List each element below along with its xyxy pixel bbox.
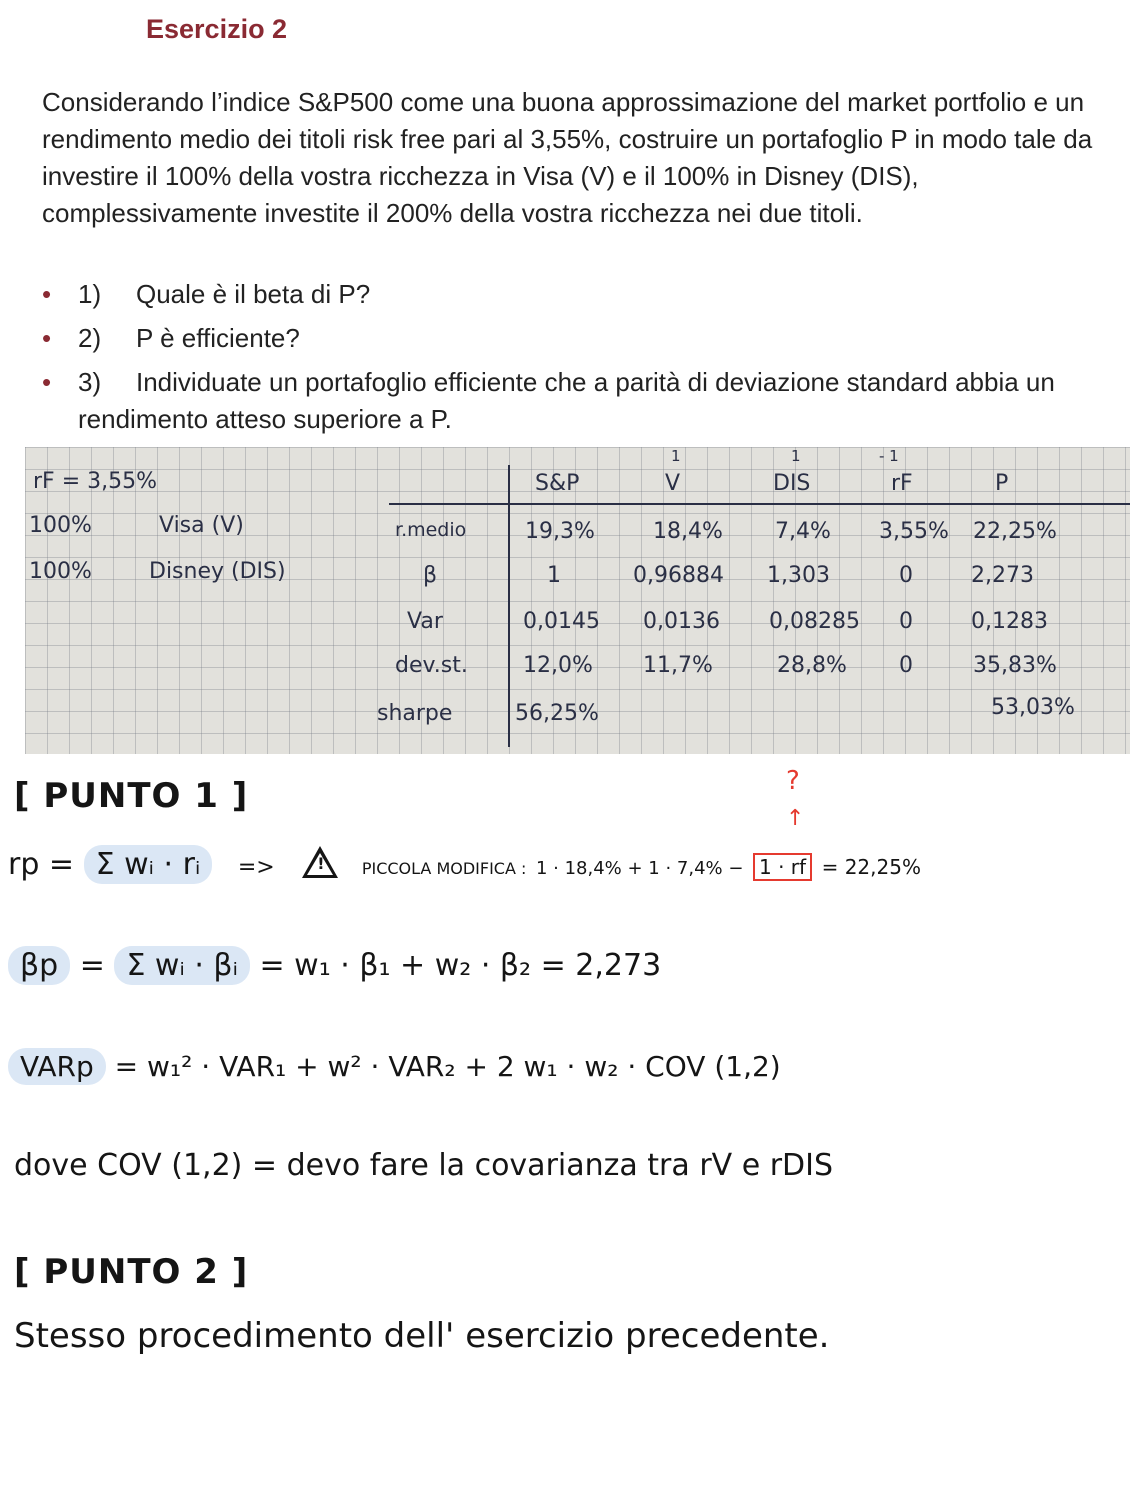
cell: 1,303	[767, 563, 830, 588]
cell: 0,08285	[769, 609, 860, 634]
question-item	[42, 320, 1132, 357]
cell: 19,3%	[525, 519, 595, 544]
cell: 0,96884	[633, 563, 724, 588]
disney-note: Disney (DIS)	[149, 559, 286, 584]
cell: 22,25%	[973, 519, 1057, 544]
question-text: Individuate un portafoglio efficiente che a parità di deviazione standard abbia un rendimento atteso superiore a P.	[78, 367, 1055, 434]
beta-sum: Σ wᵢ · βᵢ	[114, 946, 250, 985]
cell: 18,4%	[653, 519, 723, 544]
arrow-up-icon: ↑	[786, 806, 805, 831]
modifica-result: = 22,25%	[821, 855, 921, 879]
modifica-label: PICCOLA MODIFICA :	[361, 859, 527, 878]
rp-label: rp =	[8, 847, 75, 882]
question-number: 1)	[78, 279, 102, 309]
section-heading-punto-1: [ PUNTO 1 ]	[14, 776, 249, 816]
question-number: 2)	[78, 323, 102, 353]
cell: 3,55%	[879, 519, 949, 544]
cell: 56,25%	[515, 701, 599, 726]
question-number: 3)	[78, 367, 102, 397]
weight-dis: 1	[791, 447, 801, 465]
cell: 0,0136	[643, 609, 720, 634]
visa-weight-note: 100%	[29, 513, 92, 538]
punto-2-note: Stesso procedimento dell' esercizio precedente.	[14, 1316, 830, 1356]
header-p: P	[995, 471, 1009, 496]
row-label-rmedio: r.medio	[395, 519, 467, 541]
header-sp: S&P	[535, 471, 580, 496]
beta-label: βp	[8, 946, 70, 985]
implies-arrow: =>	[237, 855, 275, 880]
cell: 2,273	[971, 563, 1034, 588]
header-rf: rF	[891, 471, 913, 496]
cell: 28,8%	[777, 653, 847, 678]
rp-formula	[8, 846, 921, 882]
question-text: P è efficiente?	[136, 323, 300, 353]
table-divider-vertical	[508, 465, 510, 747]
header-v: V	[665, 471, 681, 496]
cell: 7,4%	[775, 519, 831, 544]
cell: 0	[899, 609, 913, 634]
beta-expression: = w₁ · β₁ + w₂ · β₂ = 2,273	[259, 948, 662, 983]
cell: 1	[547, 563, 561, 588]
header-dis: DIS	[773, 471, 811, 496]
cell: 0	[899, 653, 913, 678]
rf-note: rF = 3,55%	[33, 469, 158, 494]
covariance-note: dove COV (1,2) = devo fare la covarianza tra rV e rDIS	[14, 1148, 834, 1183]
cell: 0,1283	[971, 609, 1048, 634]
beta-formula: βp = Σ wᵢ · βᵢ = w₁ · β₁ + w₂ · β₂ = 2,273	[8, 948, 661, 983]
table-divider-horizontal	[389, 503, 1130, 505]
variance-expression: = w₁² · VAR₁ + w² · VAR₂ + 2 w₁ · w₂ · COV (1,2)	[114, 1050, 781, 1083]
rp-sum: Σ wᵢ · rᵢ	[84, 845, 213, 884]
row-label-beta: β	[423, 563, 438, 588]
problem-statement: Considerando l’indice S&P500 come una buona approssimazione del market portfolio e un rendimento medio dei titoli risk free pari al 3,55%, costruire un portafoglio P in modo tale da investire il 100% della vostra ricchezza in Visa (V) e il 100% in Disney (DIS), complessivamente investite il 200% della vostra ricchezza nei due titoli.	[42, 87, 1093, 228]
cell: 11,7%	[643, 653, 713, 678]
row-label-var: Var	[407, 609, 443, 634]
modifica-expression: 1 · 18,4% + 1 · 7,4% −	[535, 858, 744, 879]
weight-v: 1	[671, 447, 681, 465]
disney-weight-note: 100%	[29, 559, 92, 584]
question-list	[42, 276, 1132, 445]
cell: 0,0145	[523, 609, 600, 634]
question-item	[42, 276, 1132, 313]
cell: 35,83%	[973, 653, 1057, 678]
exercise-title: Esercizio 2	[146, 14, 288, 44]
cell: 12,0%	[523, 653, 593, 678]
variance-label: VARp	[8, 1048, 106, 1085]
notebook-table-photo	[25, 447, 1130, 754]
question-mark-annotation: ?	[786, 766, 800, 796]
question-item	[42, 364, 1132, 438]
cell: 0	[899, 563, 913, 588]
section-heading-punto-2: [ PUNTO 2 ]	[14, 1252, 249, 1292]
visa-note: Visa (V)	[159, 513, 244, 538]
question-text: Quale è il beta di P?	[136, 279, 371, 309]
risk-free-term-box: 1 · rf	[753, 853, 812, 881]
weight-rf: - 1	[879, 447, 899, 465]
row-label-devst: dev.st.	[395, 653, 468, 678]
warning-icon: !	[302, 846, 338, 878]
variance-formula	[8, 1050, 781, 1083]
cell: 53,03%	[991, 695, 1075, 720]
row-label-sharpe: sharpe	[377, 701, 453, 726]
